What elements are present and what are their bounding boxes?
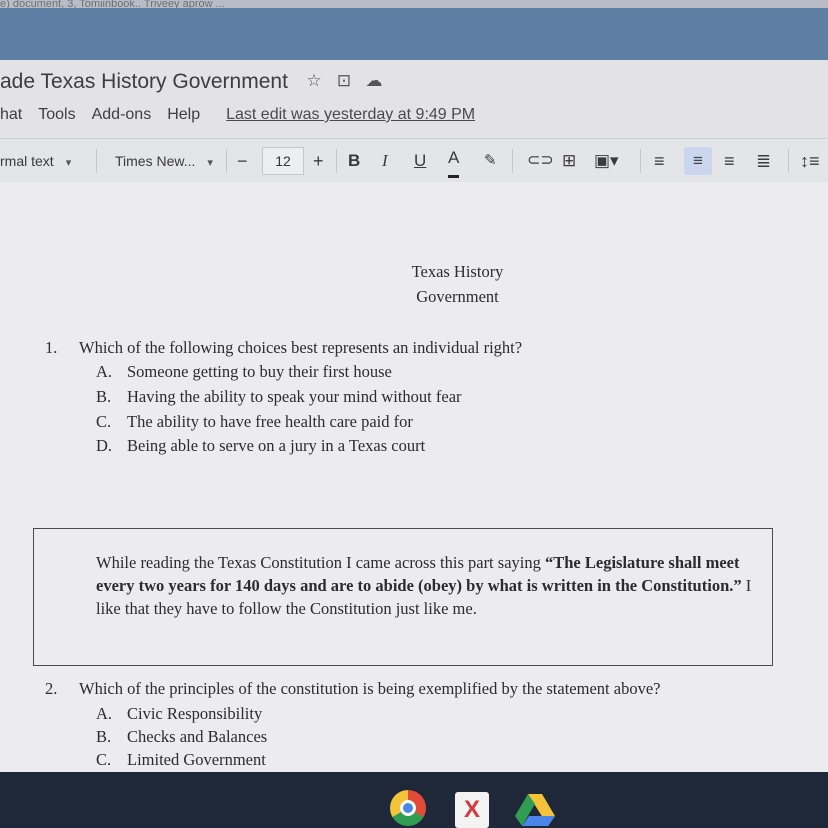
option-text: The ability to have free health care paid for [127,412,413,431]
font-family-dropdown[interactable] [115,139,213,183]
highlight-color-icon[interactable]: ✎ [484,152,497,169]
option-item [96,412,413,432]
option-text: Someone getting to buy their first house [127,362,392,381]
move-folder-icon[interactable]: ⊡ [336,71,352,90]
menu-bar [0,106,475,124]
align-left-icon[interactable]: ≡ [654,151,665,171]
doc-header [0,60,828,138]
toolbar-divider [512,149,513,173]
question-number: 1. [45,338,58,357]
option-letter: A. [96,704,113,723]
star-icon[interactable]: ☆ [306,71,322,90]
align-center-icon[interactable]: ≡ [684,147,712,175]
title-icons [305,72,383,90]
browser-tab-text: e) document, 3, Tomiinbook.. Triveey aprow ... [0,0,225,8]
toolbar-divider [788,149,789,173]
decrease-font-size-button[interactable]: − [237,151,248,171]
insert-comment-icon[interactable]: ⊞ [562,151,577,170]
quote-intro: While reading the Texas Constitution I came across this part saying [96,553,545,572]
option-item [96,436,425,456]
option-text: Civic Responsibility [127,704,263,723]
quote-outro: I like that they have to follow the Constitution just like me. [96,576,752,618]
quote-paragraph [96,551,776,620]
option-letter: D. [96,436,113,455]
menu-format[interactable]: hat [0,106,23,123]
question-text: Which of the following choices best represents an individual right? [79,338,523,357]
option-item [96,387,462,407]
last-edit-link[interactable]: Last edit was yesterday at 9:49 PM [226,106,476,123]
question-1 [45,338,522,358]
menu-tools[interactable]: Tools [38,106,76,123]
option-letter: C. [96,412,112,431]
insert-image-icon[interactable]: ▣▾ [594,151,619,170]
line-spacing-icon[interactable]: ↕≡ [800,151,820,171]
option-item [96,362,392,382]
cloud-status-icon[interactable]: ☁ [365,71,383,90]
toolbar-divider [226,149,227,173]
os-taskbar [0,772,828,828]
formatting-toolbar [0,138,828,183]
toolbar-divider [336,149,337,173]
bold-button[interactable]: B [348,151,361,170]
browser-bookmarks-bar [0,8,828,60]
option-item [96,727,267,747]
quote-bold: “The Legislature shall meet every two years for 140 days and are to abide (obey) by what is written in the Constitution.” [96,553,742,595]
question-number: 2. [45,679,58,698]
underline-button[interactable]: U [414,151,427,170]
option-text: Having the ability to speak your mind without fear [127,387,462,406]
justify-icon[interactable]: ≣ [756,151,772,171]
insert-link-icon[interactable]: ⊂⊃ [527,152,554,169]
option-letter: C. [96,750,112,769]
option-item [96,750,266,770]
document-canvas [0,182,828,772]
font-family-label: Times New... [115,153,196,169]
question-2 [45,679,660,699]
google-drive-icon[interactable] [515,792,555,828]
align-right-icon[interactable]: ≡ [724,151,735,171]
menu-addons[interactable]: Add-ons [91,106,152,123]
increase-font-size-button[interactable]: + [313,151,324,171]
option-text: Being able to serve on a jury in a Texas court [127,436,426,455]
document-title[interactable]: ade Texas History Government [0,70,288,93]
option-item [96,704,262,724]
option-text: Limited Government [127,750,266,769]
toolbar-divider [640,149,641,173]
heading-line-2: Government [416,287,499,306]
paragraph-style-label: rmal text [0,153,54,169]
toolbar-divider [96,149,97,173]
option-letter: B. [96,727,112,746]
browser-top-strip [0,0,828,8]
paragraph-style-dropdown[interactable] [0,139,71,183]
document-page[interactable] [0,182,828,772]
chrome-icon[interactable] [390,790,426,826]
option-text: Checks and Balances [127,727,268,746]
menu-help[interactable]: Help [167,106,201,123]
heading-line-1: Texas History [411,262,504,281]
font-size-input[interactable]: 12 [262,147,304,175]
question-text: Which of the principles of the constitution is being exemplified by the statement above? [79,679,661,698]
option-letter: B. [96,387,112,406]
app-x-icon[interactable]: X [455,792,489,828]
option-letter: A. [96,362,113,381]
text-color-button[interactable]: A [448,141,459,178]
italic-button[interactable]: I [382,151,388,170]
quote-box [33,528,773,666]
